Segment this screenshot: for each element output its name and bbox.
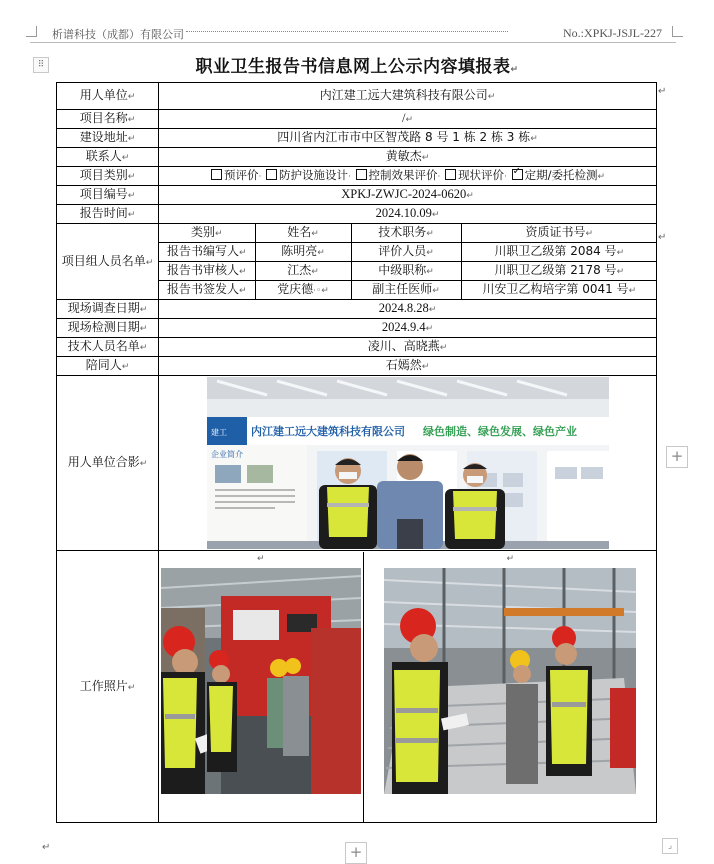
checkbox-status-evaluation[interactable]: 现状评价 [444, 168, 504, 182]
row-detection-date [57, 319, 657, 338]
team-header-role: 类别↵ [159, 224, 255, 243]
row-report-date [57, 205, 657, 224]
value-technicians[interactable]: 凌川、高晓燕↵ [159, 338, 657, 357]
label-contact: 联系人↵ [57, 148, 159, 167]
add-column-button[interactable]: + [666, 446, 688, 468]
label-survey-date: 现场调查日期↵ [57, 300, 159, 319]
table-resize-handle-icon[interactable]: ⌟ [662, 838, 678, 854]
checkbox-icon [356, 169, 367, 180]
checkbox-icon [211, 169, 222, 180]
page-title: 职业卫生报告书信息网上公示内容填报表↵ [195, 57, 519, 77]
group-photo-cell [159, 376, 657, 551]
value-contact[interactable]: 黄敏杰↵ [159, 148, 657, 167]
label-address: 建设地址↵ [57, 129, 159, 148]
team-header-cert: 资质证书号↵ [461, 224, 657, 243]
team-name[interactable]: 党庆德·◦↵ [255, 281, 351, 300]
sign-slogan: 绿色制造、绿色发展、绿色产业 [422, 425, 577, 438]
header-dot-leader [186, 31, 508, 32]
label-technicians: 技术人员名单↵ [57, 338, 159, 357]
disclosure-form-table [56, 82, 657, 823]
work-photo-left[interactable] [161, 568, 361, 794]
checkbox-icon [445, 169, 456, 180]
table-move-handle-icon[interactable]: ⠿ [33, 57, 49, 73]
margin-corner-top-left [26, 26, 37, 37]
row-project-type [57, 167, 657, 186]
team-cert[interactable]: 川职卫乙级第 2084 号↵ [461, 243, 657, 262]
paragraph-mark: ↵ [42, 842, 51, 853]
work-photo-right-cell [363, 552, 657, 822]
team-header-title: 技术职务↵ [351, 224, 461, 243]
value-address[interactable]: 四川省内江市市中区智茂路 8 号 1 栋 2 栋 3 栋↵ [159, 129, 657, 148]
team-cert[interactable]: 川安卫乙构培字第 0041 号↵ [461, 281, 657, 300]
label-employer: 用人单位↵ [57, 83, 159, 110]
sign-intro-label: 企业简介 [210, 450, 243, 459]
team-header-row [159, 224, 657, 243]
header-doc-number: No.:XPKJ-JSJL-227 [562, 26, 662, 40]
team-table [159, 224, 657, 299]
checkbox-pre-evaluation[interactable]: 预评价 [210, 168, 259, 182]
checkbox-periodic-detection[interactable]: ✓ 定期/委托检测 [511, 168, 598, 182]
team-name[interactable]: 江杰↵ [255, 262, 351, 281]
value-escort[interactable]: 石嫣然↵ [159, 357, 657, 376]
team-role[interactable]: 报告书签发人↵ [159, 281, 255, 300]
label-project-number: 项目编号↵ [57, 186, 159, 205]
row-project-name [57, 110, 657, 129]
paragraph-mark: ↵ [256, 553, 265, 564]
work-photos-table [159, 552, 657, 822]
label-project-name: 项目名称↵ [57, 110, 159, 129]
row-escort [57, 357, 657, 376]
work-photos-cell [159, 551, 657, 823]
table-row [159, 281, 657, 300]
team-role[interactable]: 报告书审核人↵ [159, 262, 255, 281]
row-project-number [57, 186, 657, 205]
row-team [57, 224, 657, 300]
work-photo-right[interactable] [384, 568, 636, 794]
row-group-photo [57, 376, 657, 551]
page-header [30, 24, 676, 43]
checkbox-control-effect[interactable]: 控制效果评价 [355, 168, 438, 182]
svg-text:建工: 建工 [210, 428, 227, 437]
paragraph-mark: ↵ [658, 232, 667, 243]
team-role[interactable]: 报告书编写人↵ [159, 243, 255, 262]
work-photo-left-cell [159, 552, 363, 822]
label-project-type: 项目类别↵ [57, 167, 159, 186]
value-project-number[interactable]: XPKJ-ZWJC-2024-0620↵ [159, 186, 657, 205]
add-row-button[interactable]: + [345, 842, 367, 864]
checkbox-protection-design[interactable]: 防护设施设计 [265, 168, 348, 182]
team-header-name: 姓名↵ [255, 224, 351, 243]
team-cell [159, 224, 657, 300]
label-group-photo: 用人单位合影↵ [57, 376, 159, 551]
value-project-type: 预评价· 防护设施设计· 控制效果评价· 现状评价· ✓ 定期/委托检测↵ [159, 167, 657, 186]
team-cert[interactable]: 川职卫乙级第 2178 号↵ [461, 262, 657, 281]
team-title[interactable]: 中级职称↵ [351, 262, 461, 281]
checkbox-icon [266, 169, 277, 180]
table-row [159, 262, 657, 281]
value-report-date[interactable]: 2024.10.09↵ [159, 205, 657, 224]
team-title[interactable]: 副主任医师↵ [351, 281, 461, 300]
value-employer[interactable]: 内江建工远大建筑科技有限公司↵ [159, 83, 657, 110]
row-work-photos [57, 551, 657, 823]
row-technicians [57, 338, 657, 357]
label-detection-date: 现场检测日期↵ [57, 319, 159, 338]
header-company: 析谱科技（成都）有限公司 [52, 28, 184, 41]
team-title[interactable]: 评价人员↵ [351, 243, 461, 262]
paragraph-mark: ↵ [658, 86, 667, 97]
team-name[interactable]: 陈明亮↵ [255, 243, 351, 262]
value-survey-date[interactable]: 2024.8.28↵ [159, 300, 657, 319]
label-escort: 陪同人↵ [57, 357, 159, 376]
paragraph-mark: ↵ [506, 553, 515, 564]
value-project-name[interactable]: /↵ [159, 110, 657, 129]
row-address [57, 129, 657, 148]
checkbox-checked-icon [512, 169, 523, 180]
table-row [159, 243, 657, 262]
label-work-photos: 工作照片↵ [57, 551, 159, 823]
margin-corner-top-right [672, 26, 683, 37]
group-photo[interactable] [207, 377, 609, 549]
row-employer [57, 83, 657, 110]
sign-company-name: 内江建工远大建筑科技有限公司 [250, 425, 405, 438]
label-team: 项目组人员名单↵ [57, 224, 159, 300]
value-detection-date[interactable]: 2024.9.4↵ [159, 319, 657, 338]
label-report-date: 报告时间↵ [57, 205, 159, 224]
row-survey-date [57, 300, 657, 319]
row-contact [57, 148, 657, 167]
